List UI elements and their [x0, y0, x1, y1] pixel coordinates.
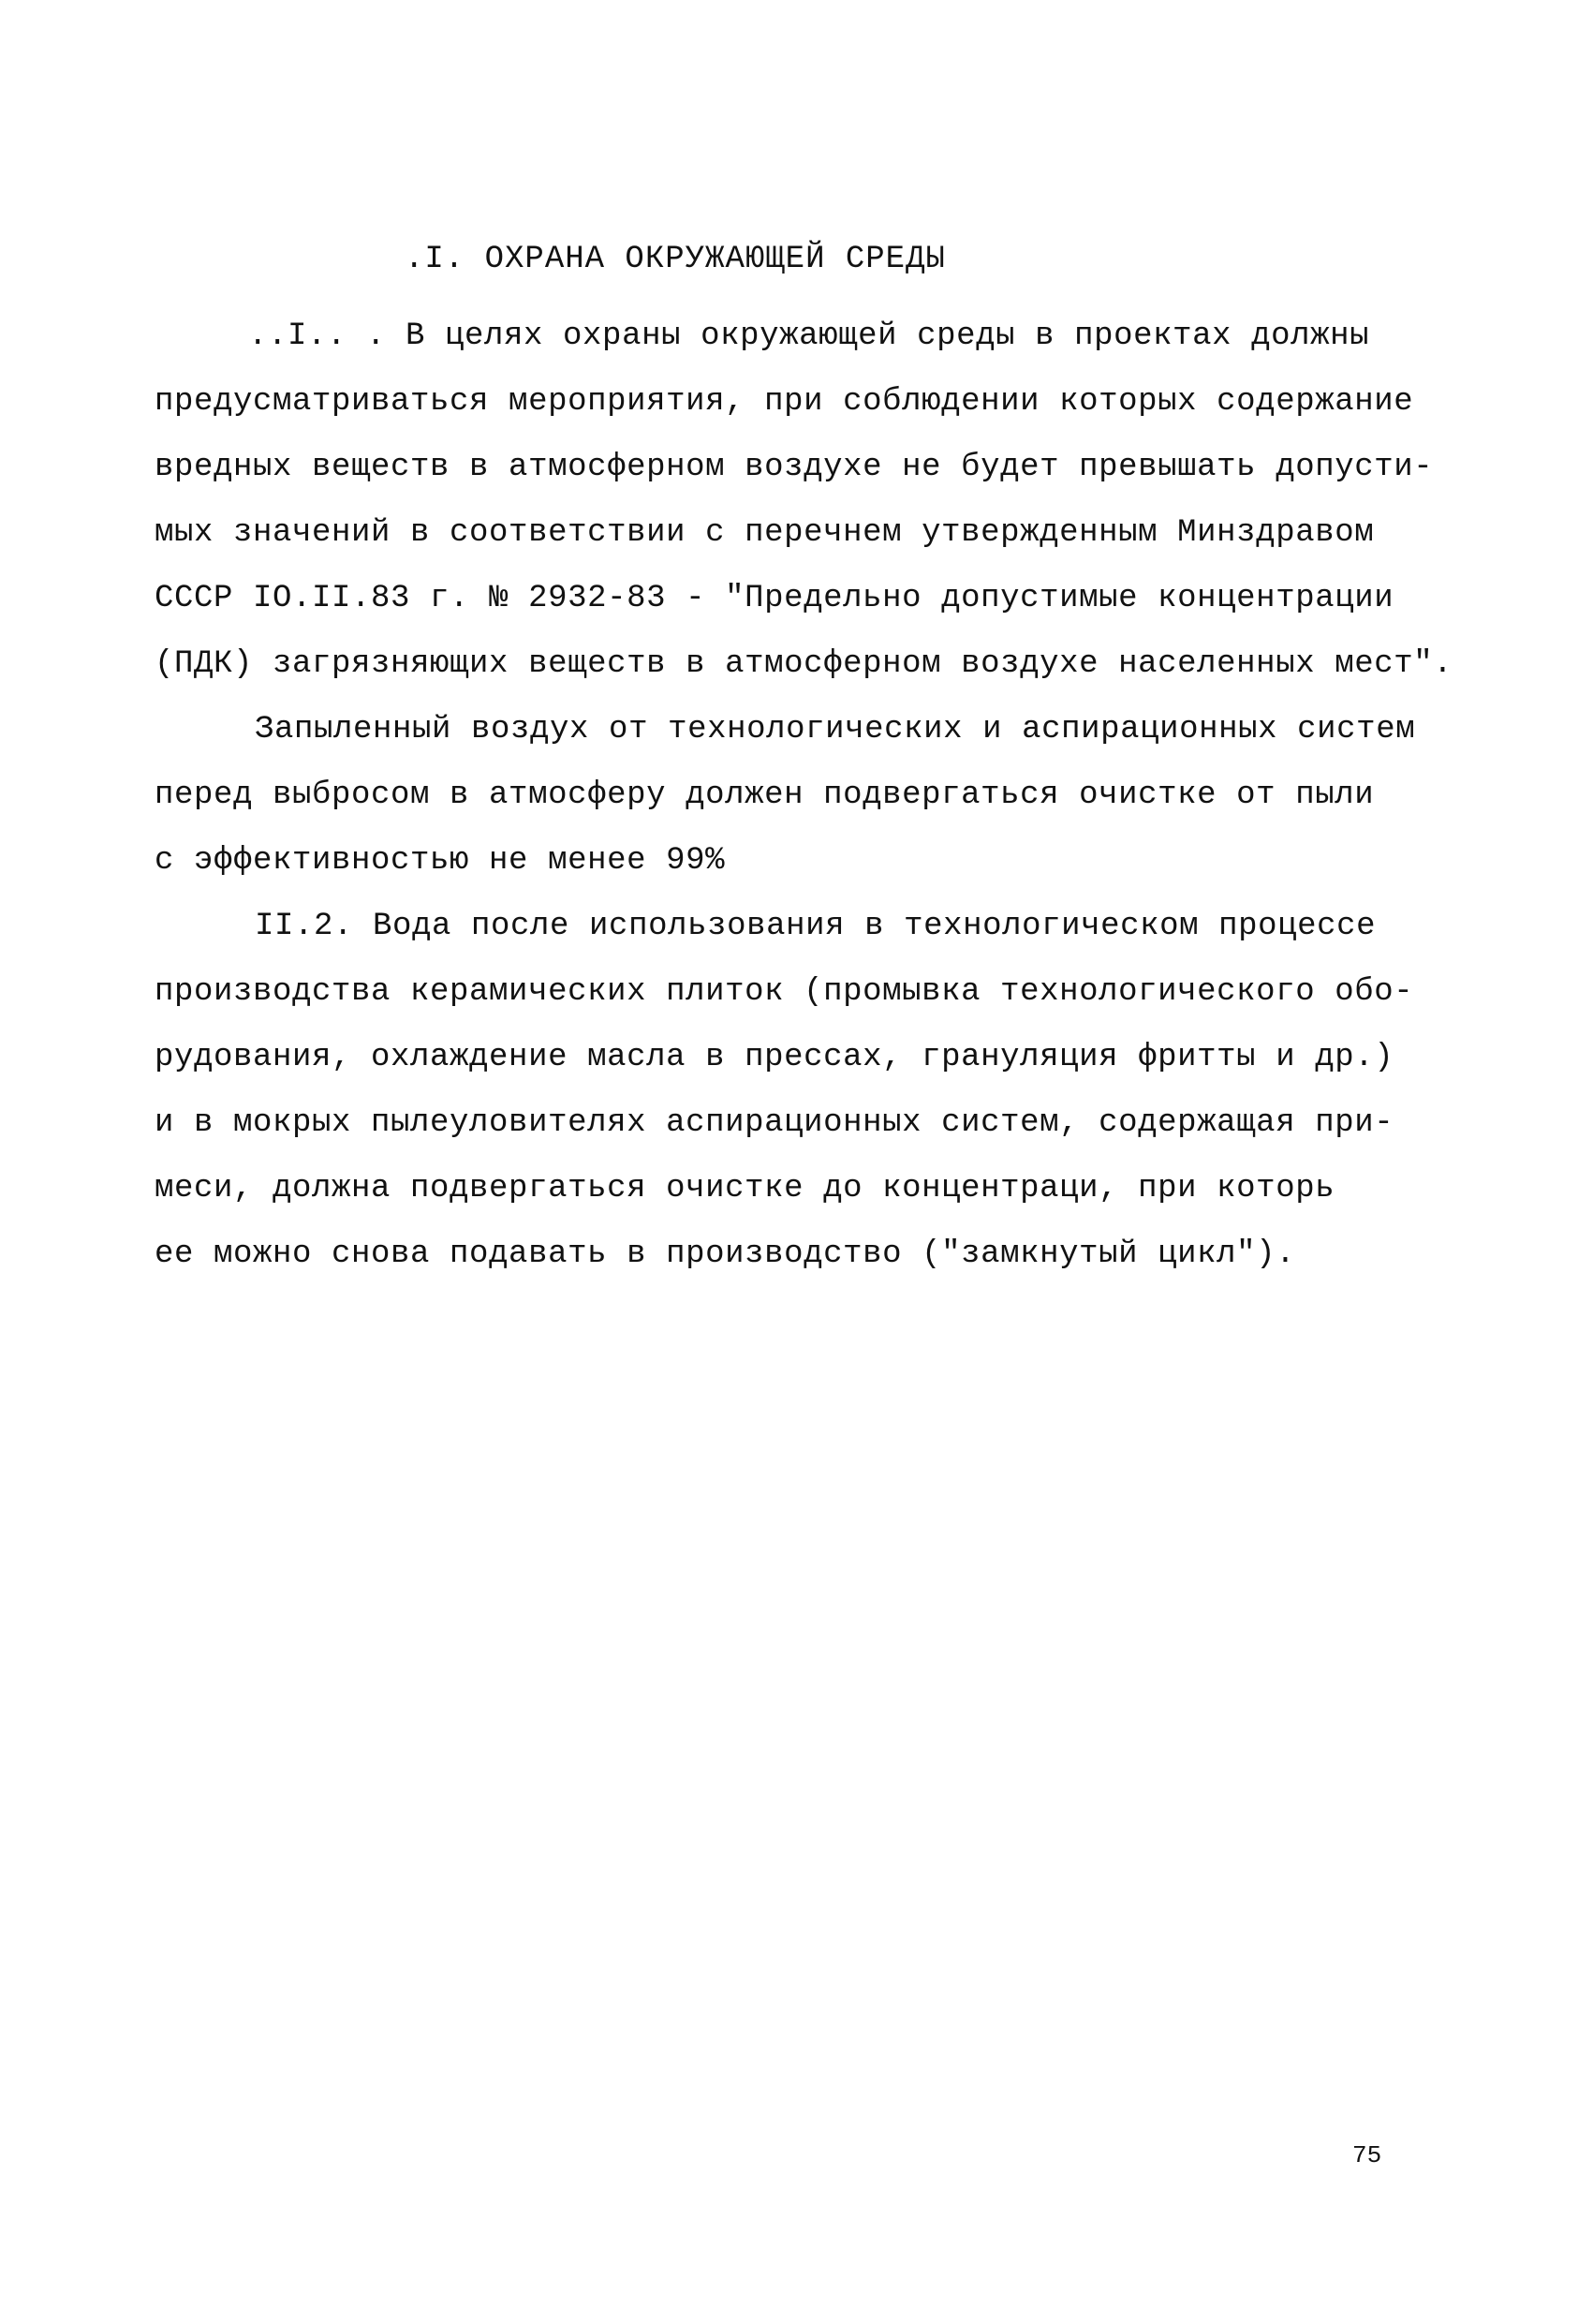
paragraph-3-line-3: рудования, охлаждение масла в прессах, грануляция фритты и др.) [155, 1040, 1394, 1075]
paragraph-3-line-1: II.2. Вода после использования в технологическом процессе [255, 909, 1377, 944]
paragraph-1-line-3: вредных веществ в атмосферном воздухе не будет превышать допусти- [155, 450, 1434, 485]
paragraph-2-line-2: перед выбросом в атмосферу должен подвергаться очистке от пыли [155, 777, 1375, 813]
paragraph-3-line-5: меси, должна подвергаться очистке до концентраци, при которь [155, 1171, 1335, 1206]
paragraph-1-line-2: предусматриваться мероприятия, при соблюдении которых содержание [155, 384, 1414, 420]
paragraph-3-line-2: производства керамических плиток (промывка технологического обо- [155, 974, 1414, 1010]
paragraph-1-line-1: ..I.. . В целях охраны окружающей среды в проектах должны [248, 318, 1370, 354]
paragraph-2-line-3: с эффективностью не менее 99% [155, 843, 726, 879]
paragraph-1-line-6: (ПДК) загрязняющих веществ в атмосферном воздухе населенных мест". [155, 646, 1453, 682]
paragraph-1-line-5: СССР IO.II.83 г. № 2932-83 - "Предельно допустимые концентрации [155, 581, 1394, 616]
paragraph-2-line-1: Запыленный воздух от технологических и аспирационных систем [255, 712, 1416, 748]
section-heading: .I. ОХРАНА ОКРУЖАЮЩЕЙ СРЕДЫ [405, 242, 946, 277]
paragraph-3-line-6: ее можно снова подавать в производство ("замкнутый цикл"). [155, 1236, 1296, 1272]
page-number: 75 [1352, 2141, 1382, 2169]
paragraph-3-line-4: и в мокрых пылеуловителях аспирационных систем, содержащая при- [155, 1105, 1394, 1141]
paragraph-1-line-4: мых значений в соответствии с перечнем утвержденным Минздравом [155, 515, 1375, 551]
